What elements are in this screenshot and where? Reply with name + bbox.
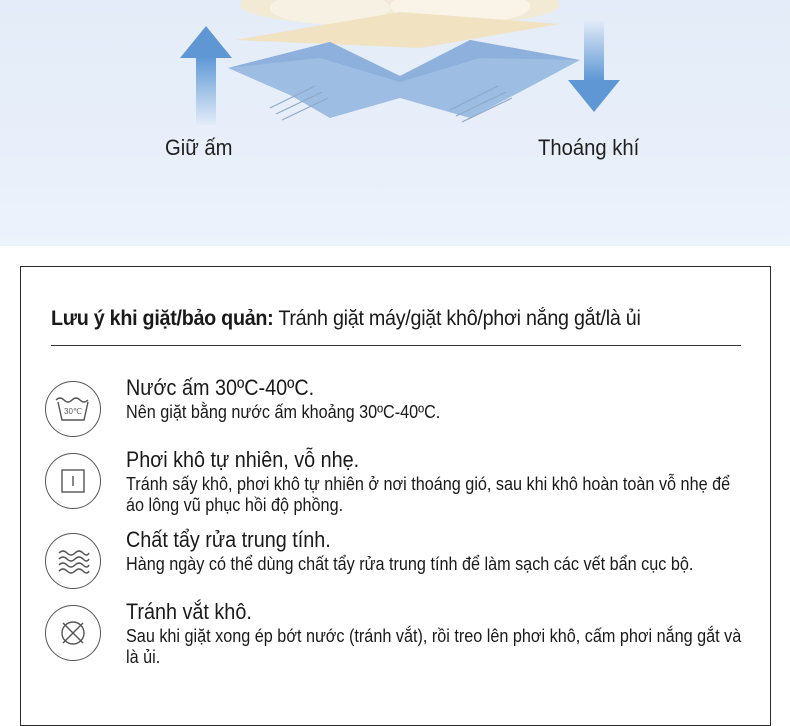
warmth-arrow-icon: [180, 26, 232, 125]
care-instructions-card: [20, 266, 771, 726]
breathable-label: Thoáng khí: [538, 135, 640, 160]
hero-banner: [0, 0, 790, 246]
care-item-desc: Nên giặt bằng nước ấm khoảng 30ºC-40ºC.: [126, 402, 441, 422]
insulation-illustration: [0, 0, 790, 246]
care-item-title: Tránh vắt khô.: [126, 599, 252, 624]
wash-30c-icon: [45, 381, 101, 437]
care-item-title: Nước ấm 30ºC-40ºC.: [126, 375, 315, 400]
wash-temp-text: 30℃: [64, 407, 82, 416]
breathable-arrow-icon: [568, 20, 620, 112]
care-heading-title: Lưu ý khi giặt/bảo quản:: [51, 307, 274, 330]
care-item-desc: Hàng ngày có thể dùng chất tẩy rửa trung tính để làm sạch các vết bẩn cục bộ.: [126, 554, 694, 574]
care-item-title: Phơi khô tự nhiên, vỗ nhẹ.: [126, 447, 360, 472]
care-item-desc: Sau khi giặt xong ép bớt nước (tránh vắt), rồi treo lên phơi khô, cấm phơi nắng gắt và là ủi.: [126, 626, 742, 667]
neutral-detergent-icon: [45, 533, 101, 589]
do-not-wring-icon: [45, 605, 101, 661]
care-item-title: Chất tẩy rửa trung tính.: [126, 527, 331, 552]
care-heading-text: Tránh giặt máy/giặt khô/phơi nắng gắt/là ủi: [273, 307, 641, 330]
divider: [51, 345, 741, 346]
care-item-desc: Tránh sấy khô, phơi khô tự nhiên ở nơi thoáng gió, sau khi khô hoàn toàn vỗ nhẹ để áo lông vũ phục hồi độ phồng.: [126, 474, 731, 515]
dry-flat-icon: [45, 453, 101, 509]
warmth-label: Giữ ấm: [165, 135, 233, 160]
care-heading: [51, 307, 709, 331]
